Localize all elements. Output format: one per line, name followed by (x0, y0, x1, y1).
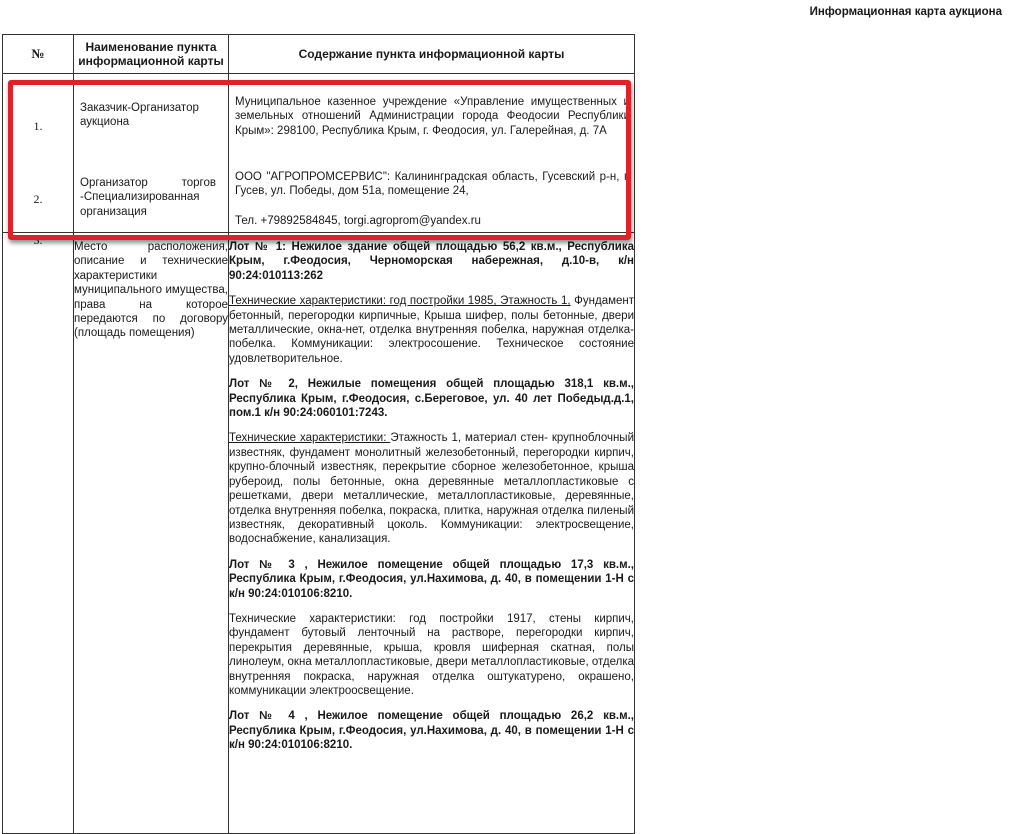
lot2-tech (229, 431, 634, 546)
row2-name: Организатор торгов -Специализированная организация (80, 177, 216, 218)
row3-number: 3. (3, 233, 74, 834)
row3-name-cell (74, 233, 229, 834)
row1-name: Заказчик-Организатор аукциона (80, 102, 199, 129)
row2-number: 2. (33, 192, 43, 206)
row3-content-cell (229, 233, 635, 834)
row2-content: ООО "АГРОПРОМСЕРВИС": Калининградская область, Гусевский р-н, г. Гусев, ул. Победы, дом 51а, помещение 24, (235, 171, 630, 198)
info-card-table (2, 34, 635, 834)
lot3-tech: Технические характеристики: год постройки 1917, стены кирпич, фундамент бутовый ленточный на растворе, перегородки кирпич, перекрытия деревянные, крыша, кровля шиферная скатная, полы линолеум, окна металлопластиковые, двери металлопластиковые, отделка внутренняя покраска, наружная отделка оштукатурено, окрашено, коммуникации электроосвещение. (229, 612, 634, 697)
table-row-lots (3, 233, 635, 834)
row-contents-1-2 (229, 74, 635, 233)
lot1-tech (229, 294, 634, 366)
row1-content: Муниципальное казенное учреждение «Управление имущественных и земельных отношений Администрации города Феодосии Республики Крым»: 298100, Республика Крым, г. Феодосия, ул. Галерейная, д. 7А (235, 96, 630, 137)
lot1-tech-text: Фундамент бетонный, перегородки кирпичные, Крыша шифер, полы бетонные, двери металлические, окна-нет, отделка внутренняя побелка, наружная отделка-побелка. Коммуникации: электросошение. Техническое состояние удовлетворительное. (229, 295, 635, 365)
row-numbers-1-2 (3, 74, 74, 233)
document-title: Информационная карта аукциона (809, 6, 1002, 18)
lot2-tech-label: Технические характеристики: (229, 432, 391, 445)
row-names-1-2 (74, 74, 229, 233)
row2-contact: Тел. +79892584845, torgi.agroprom@yandex.ru (235, 215, 481, 227)
lot2-tech-text: Этажность 1, материал стен- крупноблочный известняк, фундамент монолитный железобетонный, перегородки кирпич, крупно-блочный известняк, перекрытие сборное железобетонное, крыша рубероид, полы бетонные, окна деревянные металлопластиковые с решетками, двери металлические, металлопластиковые, деревянные, отделка внутренняя побелка, покраска, плитка, наружная отделка пиленый известняк, декоративный цоколь. Коммуникации: электросвещение, водоснабжение, канализация. (229, 432, 634, 546)
table-header-row (3, 35, 635, 74)
lot3-title: Лот № 3 , Нежилое помещение общей площадью 17,3 кв.м., Республика Крым, г.Феодосия, ул.Нахимова, д. 40, в помещении 1-Н с к/н 90:24:010106:8210. (229, 558, 634, 600)
row3-name: Место расположения, описание и технические характеристики муниципального имущества, права на которое передаются по договору (площадь помещения) (74, 241, 228, 340)
table-row-organizers (3, 74, 635, 233)
lot1-tech-label: Технические характеристики: год постройки 1985, Этажность 1, (229, 295, 571, 308)
row1-number: 1. (33, 119, 43, 133)
header-number: № (3, 35, 74, 74)
lot1-title: Лот № 1: Нежилое здание общей площадью 56,2 кв.м., Республика Крым, г.Феодосия, Черноморская набережная, д.10-в, к/н 90:24:010113:262 (229, 241, 634, 282)
header-item-name: Наименование пункта информационной карты (74, 35, 229, 74)
lot4-title: Лот № 4 , Нежилое помещение общей площадью 26,2 кв.м., Республика Крым, г.Феодосия, ул.Нахимова, д. 40, в помещении 1-Н с к/н 90:24:010106:8210. (229, 710, 634, 752)
lot2-title: Лот № 2, Нежилые помещения общей площадью 318,1 кв.м., Республика Крым, г.Феодосия, с.Береговое, ул. 40 лет Победыд.д.1, пом.1 к/н 90:24:060101:7243. (229, 378, 634, 420)
header-item-content: Содержание пункта информационной карты (229, 35, 635, 74)
